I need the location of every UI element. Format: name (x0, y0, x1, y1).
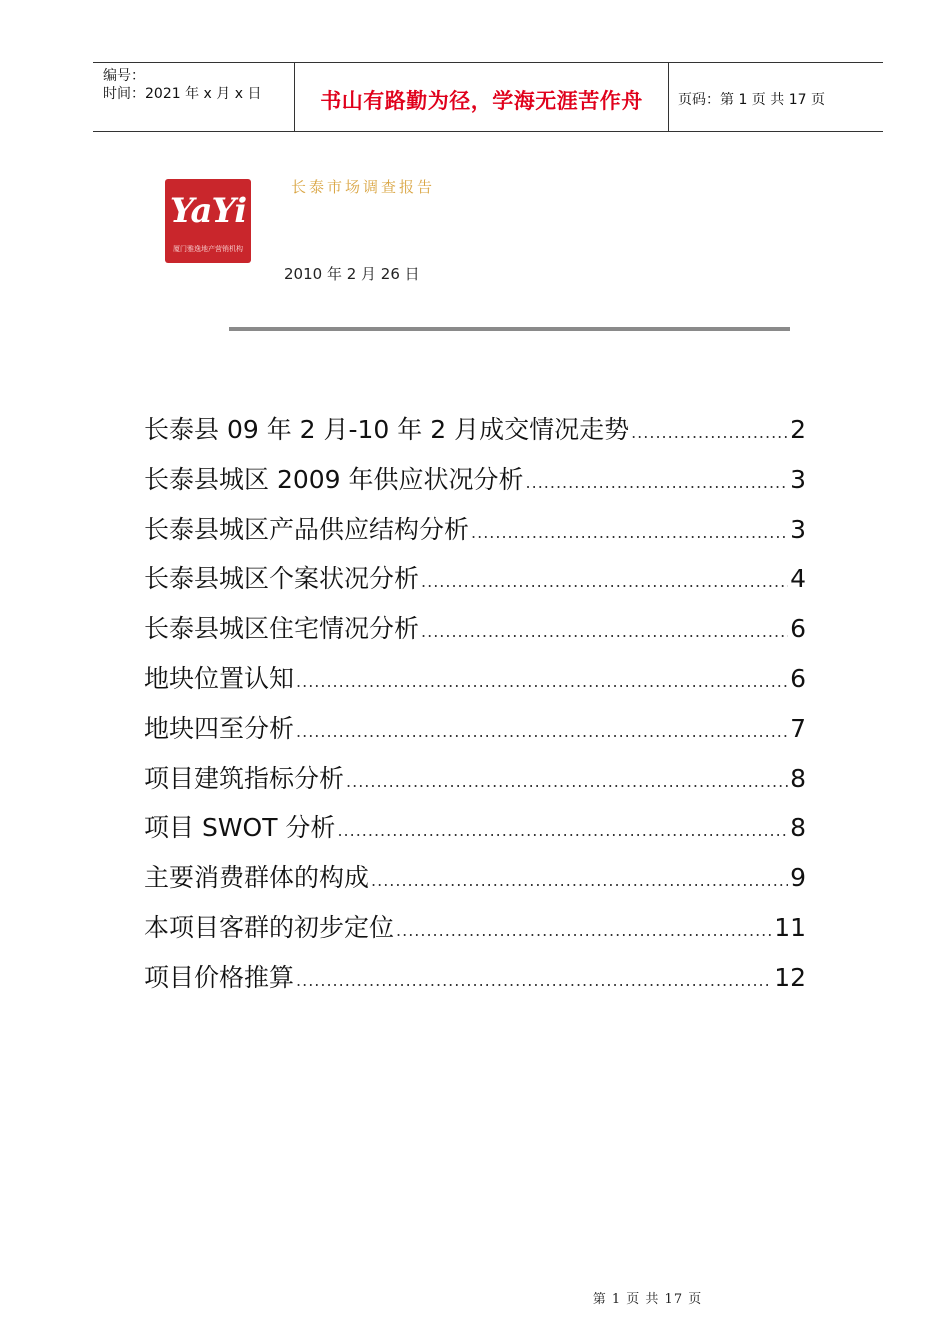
toc-leader (296, 971, 772, 990)
toc-entry-title: 地块位置认知 (144, 663, 295, 693)
toc-entry[interactable] (144, 958, 806, 1008)
toc-entry[interactable] (144, 659, 806, 709)
company-logo (165, 179, 251, 263)
header-page-cell (668, 63, 883, 131)
toc-entry-title: 项目价格推算 (144, 962, 295, 992)
toc-leader (421, 572, 788, 591)
header-page-number: 页码：第 1 页 共 17 页 (678, 92, 825, 108)
toc-entry[interactable] (144, 908, 806, 958)
toc-entry-page: 8 (790, 763, 806, 793)
toc-entry-page: 9 (790, 863, 806, 893)
toc-entry-title: 长泰县城区个案状况分析 (144, 564, 420, 594)
toc-leader (337, 821, 788, 840)
toc-entry[interactable] (144, 858, 806, 908)
toc-entry-page: 11 (774, 912, 806, 942)
toc-entry[interactable] (144, 460, 806, 510)
document-number-label: 编号： (103, 68, 145, 84)
toc-entry-page: 6 (790, 663, 806, 693)
toc-entry-title: 本项目客群的初步定位 (144, 912, 395, 942)
toc-leader (631, 423, 788, 442)
toc-entry-page: 6 (790, 614, 806, 644)
page-header (93, 62, 883, 132)
toc-entry[interactable] (144, 559, 806, 609)
toc-entry-page: 12 (774, 962, 806, 992)
toc-entry[interactable] (144, 609, 806, 659)
logo-subtitle: 厦门雅逸地产营销机构 (173, 245, 243, 253)
toc-leader (471, 523, 788, 542)
toc-entry-page: 3 (790, 514, 806, 544)
toc-leader (371, 871, 788, 890)
toc-leader (396, 921, 772, 940)
header-motto: 书山有路勤为径，学海无涯苦作舟 (320, 88, 643, 113)
toc-leader (296, 722, 788, 741)
toc-entry[interactable] (144, 510, 806, 560)
toc-entry[interactable] (144, 709, 806, 759)
header-motto-cell (294, 63, 669, 131)
toc-entry[interactable] (144, 759, 806, 809)
toc-entry-page: 2 (790, 415, 806, 444)
toc-leader (296, 672, 788, 691)
toc-leader (421, 622, 788, 641)
toc-entry-page: 3 (790, 464, 806, 494)
toc-leader (346, 772, 788, 791)
toc-entry-title: 长泰县 09 年 2 月-10 年 2 月成交情况走势 (144, 415, 630, 444)
toc-entry[interactable] (144, 808, 806, 858)
report-date: 2010 年 2 月 26 日 (284, 265, 420, 283)
toc-leader (526, 473, 789, 492)
logo-mark: YaYi (169, 191, 247, 231)
toc-entry-title: 长泰县城区住宅情况分析 (144, 614, 420, 644)
toc-entry[interactable] (144, 410, 806, 460)
document-time-label: 时间：2021 年 x 月 x 日 (103, 86, 262, 102)
toc-entry-title: 项目 SWOT 分析 (144, 813, 336, 843)
toc-entry-title: 项目建筑指标分析 (144, 763, 345, 793)
toc-entry-title: 地块四至分析 (144, 713, 295, 743)
toc-entry-title: 主要消费群体的构成 (144, 863, 370, 893)
toc-entry-title: 长泰县城区 2009 年供应状况分析 (144, 464, 524, 494)
header-meta-cell (93, 63, 294, 131)
report-title: 长泰市场调查报告 (291, 178, 436, 196)
divider (229, 327, 790, 331)
toc-entry-page: 7 (790, 713, 806, 743)
toc-entry-page: 4 (790, 564, 806, 594)
toc-entry-title: 长泰县城区产品供应结构分析 (144, 514, 470, 544)
page-footer: 第 1 页 共 17 页 (592, 1292, 703, 1307)
toc-entry-page: 8 (790, 813, 806, 843)
table-of-contents (144, 410, 806, 1008)
